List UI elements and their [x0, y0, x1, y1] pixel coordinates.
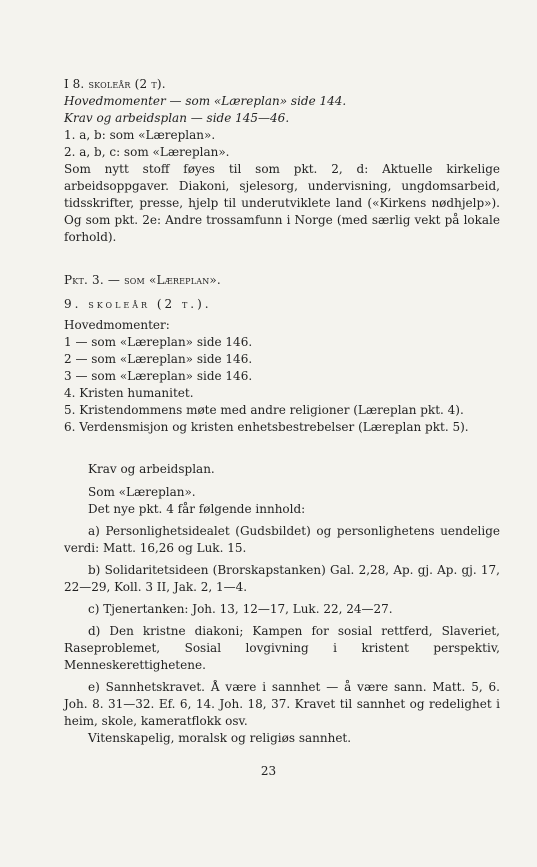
section-8-item-1: 1. a, b: som «Læreplan». [64, 128, 216, 142]
work-plan-new-pkt4: Det nye pkt. 4 får følgende innhold: [88, 502, 306, 516]
work-plan-item-e: e) Sannhetskravet. Å være i sannhet — å være sann. Matt. 5, 6. Joh. 8. 31—32. Ef. 6, 14. Joh. 18, 37. Kravet til sannhet og redelighet i heim, skole, kameratflokk osv. [64, 680, 500, 728]
work-plan-heading: Krav og arbeidsplan. [88, 462, 215, 476]
section-8 [64, 76, 500, 246]
section-8-heading [64, 76, 500, 93]
section-8-work-plan: Krav og arbeidsplan — side 145—46. [64, 111, 290, 125]
section-9-item-3: 3 — som «Læreplan» side 146. [64, 369, 253, 383]
work-plan-as-curriculum: Som «Læreplan». [88, 485, 196, 499]
section-8-item-2: 2. a, b, c: som «Læreplan». [64, 145, 230, 159]
section-9-main-points-label: Hovedmomenter: [64, 318, 170, 332]
section-9-heading: 9. skoleår (2 t.). [64, 297, 212, 311]
work-plan-item-c: c) Tjenertanken: Joh. 13, 12—17, Luk. 22, 24—27. [88, 602, 393, 616]
section-9-item-2: 2 — som «Læreplan» side 146. [64, 352, 253, 366]
work-plan-closing: Vitenskapelig, moralsk og religiøs sannhet. [88, 731, 352, 745]
section-8-main-points: Hovedmomenter — som «Læreplan» side 144. [64, 94, 347, 108]
work-plan-item-b: b) Solidaritetsideen (Brorskapstanken) Gal. 2,28, Ap. gj. Ap. gj. 17, 22—29, Koll. 3 II, Jak. 2, 1—4. [64, 563, 500, 594]
section-9-item-4: 4. Kristen humanitet. [64, 386, 194, 400]
section-9-item-1: 1 — som «Læreplan» side 146. [64, 335, 253, 349]
section-9-item-6: 6. Verdensmisjon og kristen enhetsbestrebelser (Læreplan pkt. 5). [64, 420, 469, 434]
section-8-paragraph: Som nytt stoff føyes til som pkt. 2, d: Aktuelle kirkelige arbeidsoppgaver. Diakoni, sjelesorg, undervisning, ungdomsarbeid, tidsskrifter, presse, hjelp til underutviklete land («Kirkens nødhjelp»). Og som pkt. 2e: Andre trossamfunn i Norge (med særlig vekt på lokale forhold). [64, 162, 500, 244]
work-plan-item-d: d) Den kristne diakoni; Kampen for sosial rettferd, Slaveriet, Raseproblemet, Sosial lovgivning i kristent perspektiv, Menneskerettighetene. [64, 624, 500, 672]
point-3-heading: Pkt. 3. — som «Læreplan». [64, 273, 221, 287]
point-3 [64, 272, 500, 289]
section-9-item-5: 5. Kristendommens møte med andre religioner (Læreplan pkt. 4). [64, 403, 464, 417]
section-9 [64, 296, 500, 436]
section-8-number: I [64, 77, 69, 91]
section-8-title: 8. skoleår (2 t). [72, 77, 166, 91]
work-plan-item-a: a) Personlighetsidealet (Gudsbildet) og personlighetens uendelige verdi: Matt. 16,26 og Luk. 15. [64, 524, 500, 555]
work-plan [64, 461, 500, 747]
page-number: 23 [260, 764, 277, 778]
